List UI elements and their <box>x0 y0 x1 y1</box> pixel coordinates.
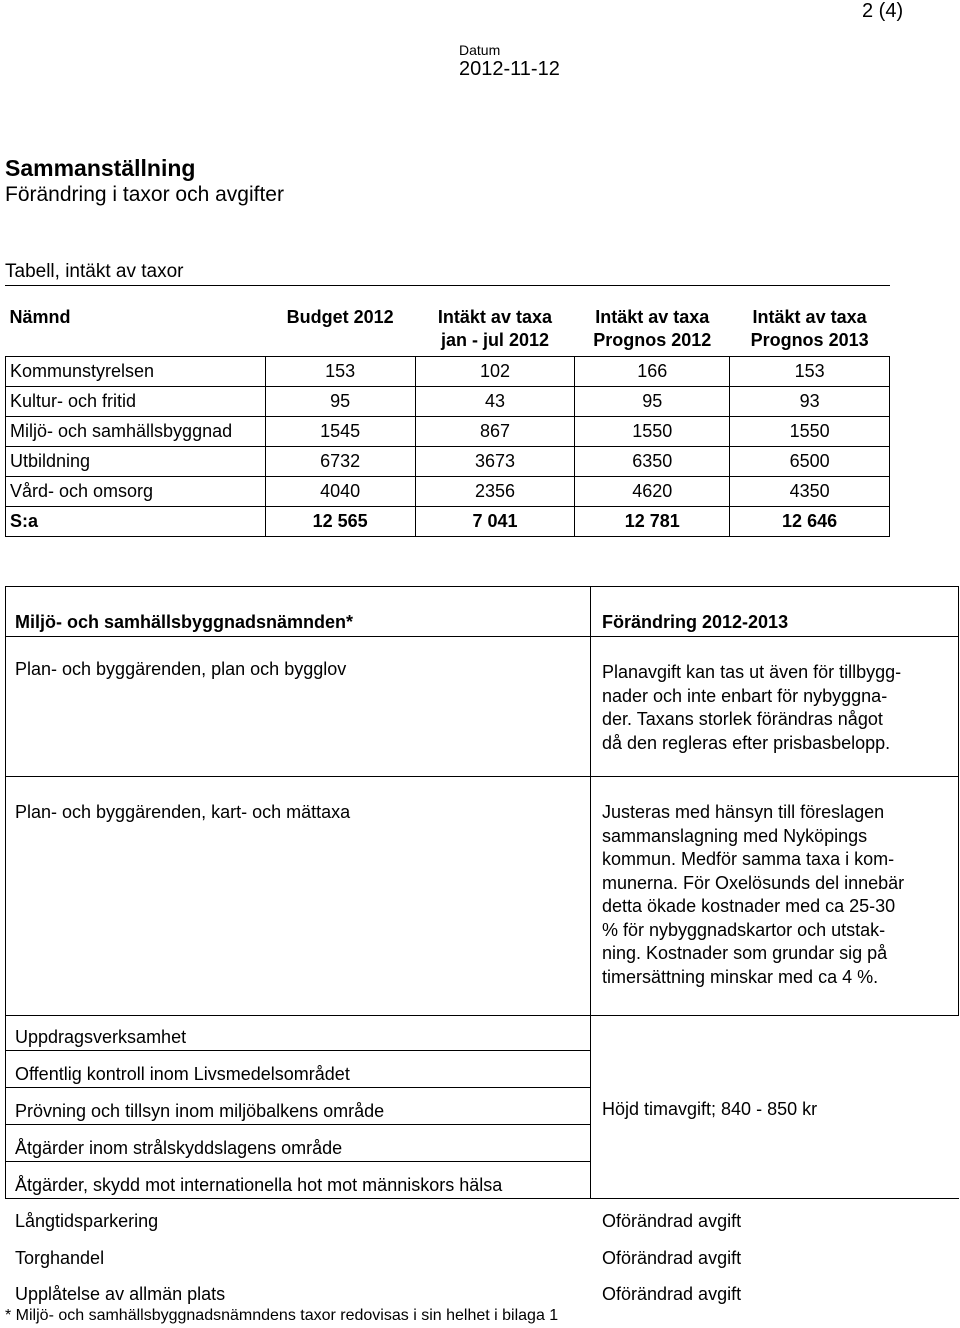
extra-row-label: Upplåtelse av allmän plats <box>15 1284 226 1304</box>
table-cell: 12 781 <box>575 507 730 537</box>
text-line: ning. Kostnader som grundar sig på <box>602 943 888 963</box>
date-label: Datum <box>459 42 501 58</box>
service-rule <box>5 1087 590 1088</box>
change-table-header-right: Förändring 2012-2013 <box>602 612 789 632</box>
change-row-2-label: Plan- och byggärenden, kart- och mättaxa <box>15 802 351 822</box>
col-subheader: Prognos 2013 <box>730 328 890 357</box>
table-row <box>6 357 890 387</box>
table-cell: Kommunstyrelsen <box>6 357 266 387</box>
service-item: Åtgärder inom strålskyddslagens område <box>15 1138 343 1158</box>
table-cell: S:a <box>6 507 266 537</box>
footnote: * Miljö- och samhällsbyggnadsnämndens taxor redovisas i sin helhet i bilaga 1 <box>5 1307 559 1324</box>
table-cell: Utbildning <box>6 447 266 477</box>
table-cell: 7 041 <box>415 507 575 537</box>
table-cell: 6732 <box>265 447 415 477</box>
table-cell: 1550 <box>730 417 890 447</box>
extra-row-value: Oförändrad avgift <box>602 1211 742 1231</box>
text-line: detta ökade kostnader med ca 25-30 <box>602 896 896 916</box>
table-row <box>6 387 890 417</box>
table-cell: 4620 <box>575 477 730 507</box>
col-header-intakt-jan-jul: Intäkt av taxa <box>437 307 552 327</box>
table-header-row <box>6 300 890 328</box>
text-line: kommun. Medför samma taxa i kom- <box>602 849 895 869</box>
page-number: 2 (4) <box>862 0 904 22</box>
title-rule <box>5 285 890 286</box>
table-cell: 95 <box>265 387 415 417</box>
text-line: munerna. För Oxelösunds del innebär <box>602 872 905 893</box>
text-line: nader och inte enbart för nybyggna- <box>602 685 888 706</box>
service-rule <box>5 1198 959 1199</box>
service-block-left-border <box>5 1016 6 1198</box>
col-header-namnd: Nämnd <box>9 307 71 327</box>
table-cell: 2356 <box>415 477 575 507</box>
table-sum-row <box>6 507 890 537</box>
table-cell: 93 <box>730 387 890 417</box>
table-cell: 6500 <box>730 447 890 477</box>
change-table-header-left: Miljö- och samhällsbyggnadsnämnden* <box>15 612 354 632</box>
date-value: 2012-11-12 <box>459 58 560 80</box>
col-header-intakt-prognos-2012: Intäkt av taxa <box>595 307 710 327</box>
table-cell: 1550 <box>575 417 730 447</box>
table-cell: 4040 <box>265 477 415 507</box>
document-title: Sammanställning <box>5 155 196 181</box>
service-item: Åtgärder, skydd mot internationella hot mot människors hälsa <box>15 1175 503 1195</box>
extra-row-value: Oförändrad avgift <box>602 1284 742 1304</box>
text-line: Justeras med hänsyn till föreslagen <box>602 802 885 822</box>
service-rule <box>5 1161 590 1162</box>
tax-income-table <box>5 300 890 537</box>
col-header-intakt-prognos-2013: Intäkt av taxa <box>752 307 867 327</box>
change-row-1-label: Plan- och byggärenden, plan och bygglov <box>15 659 347 679</box>
col-subheader <box>265 328 415 357</box>
table-cell: 867 <box>415 417 575 447</box>
table-cell: 3673 <box>415 447 575 477</box>
table-cell: 6350 <box>575 447 730 477</box>
table-title: Tabell, intäkt av taxor <box>5 261 184 282</box>
extra-row-label: Torghandel <box>15 1248 105 1268</box>
change-row-2-text <box>602 801 904 989</box>
table-cell: 166 <box>575 357 730 387</box>
text-line: då den regleras efter prisbasbelopp. <box>602 732 891 753</box>
col-header-budget: Budget 2012 <box>286 307 394 327</box>
table-cell: Miljö- och samhällsbyggnad <box>6 417 266 447</box>
change-table-divider <box>590 586 591 1016</box>
table-cell: 43 <box>415 387 575 417</box>
table-cell: 95 <box>575 387 730 417</box>
table-cell: Vård- och omsorg <box>6 477 266 507</box>
service-item: Offentlig kontroll inom Livsmedelsområdet <box>15 1064 350 1084</box>
table-row <box>6 447 890 477</box>
document-subtitle: Förändring i taxor och avgifter <box>5 183 284 206</box>
service-rule <box>5 1124 590 1125</box>
table-cell: 12 565 <box>265 507 415 537</box>
text-line: sammanslagning med Nyköpings <box>602 825 868 846</box>
text-line: Planavgift kan tas ut även för tillbygg- <box>602 662 902 682</box>
text-line: der. Taxans storlek förändras något <box>602 709 883 729</box>
text-line: timersättning minskar med ca 4 %. <box>602 966 879 987</box>
table-cell: 12 646 <box>730 507 890 537</box>
table-row <box>6 417 890 447</box>
service-block-divider <box>590 1016 591 1198</box>
service-change-text: Höjd timavgift; 840 - 850 kr <box>602 1099 818 1119</box>
text-line: % för nybyggnadskartor och utstak- <box>602 919 886 940</box>
change-table-row-rule <box>5 776 959 777</box>
change-table-header-rule <box>5 636 959 637</box>
table-cell: 153 <box>730 357 890 387</box>
table-cell: 102 <box>415 357 575 387</box>
col-subheader <box>6 328 266 357</box>
extra-row-label: Långtidsparkering <box>15 1211 159 1231</box>
table-cell: 1545 <box>265 417 415 447</box>
extra-row-value: Oförändrad avgift <box>602 1248 742 1268</box>
table-row <box>6 477 890 507</box>
change-row-1-text <box>602 661 901 755</box>
table-cell: Kultur- och fritid <box>6 387 266 417</box>
service-rule <box>5 1050 590 1051</box>
col-subheader: Prognos 2012 <box>575 328 730 357</box>
service-item: Prövning och tillsyn inom miljöbalkens område <box>15 1101 385 1121</box>
table-cell: 153 <box>265 357 415 387</box>
table-header-row-2 <box>6 328 890 357</box>
table-cell: 4350 <box>730 477 890 507</box>
service-item: Uppdragsverksamhet <box>15 1027 187 1047</box>
col-subheader: jan - jul 2012 <box>415 328 575 357</box>
